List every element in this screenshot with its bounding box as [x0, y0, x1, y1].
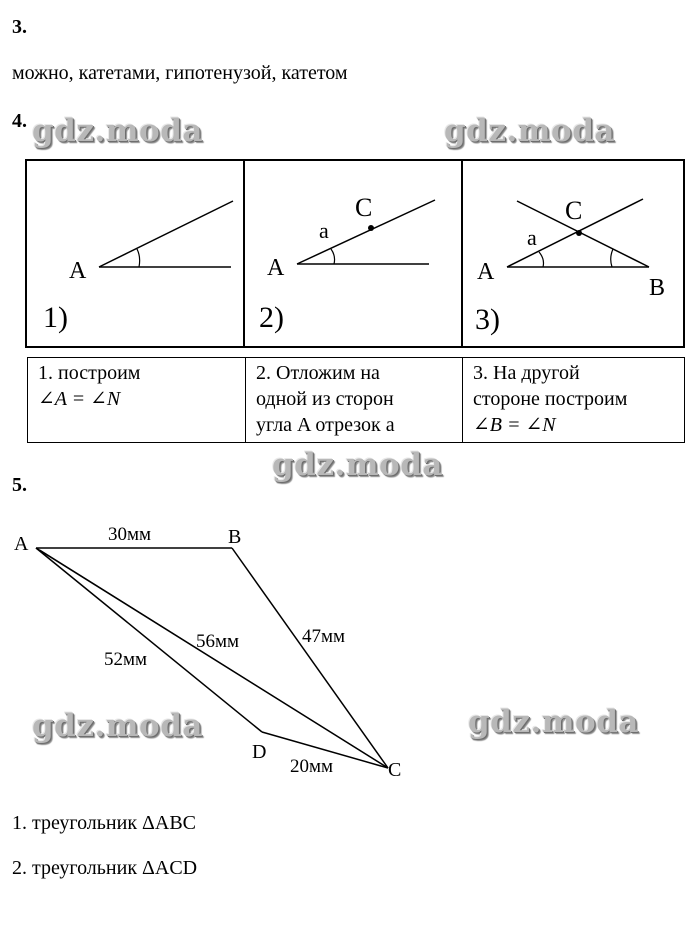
angle-diagram-2 — [245, 161, 461, 346]
vertex-a-label: A — [477, 259, 495, 285]
step-2-line3: угла A отрезок a — [256, 414, 395, 436]
segment-bc — [232, 548, 388, 768]
section-5-number: 5. — [12, 474, 27, 496]
answer-2: 2. треугольник ΔACD — [12, 857, 198, 879]
step-cell-2 — [245, 357, 463, 443]
watermark: gdz.moda — [32, 113, 203, 149]
vertex-a-label: A — [69, 258, 87, 284]
diagram-cell-2 — [243, 159, 463, 348]
watermark: gdz.moda — [468, 704, 639, 740]
length-ac-label: 56мм — [196, 631, 240, 652]
point-d-label: D — [252, 741, 267, 763]
vertex-b-label: B — [649, 275, 666, 301]
vertex-a-label: A — [267, 255, 285, 281]
watermark: gdz.moda — [32, 708, 203, 744]
point-a-label: A — [14, 533, 29, 555]
diagram-caption-2: 2) — [259, 301, 284, 334]
watermark: gdz.moda — [444, 113, 615, 149]
point-c-label: C — [388, 759, 402, 781]
length-ab-label: 30мм — [108, 524, 152, 545]
diagram-cell-1 — [25, 159, 245, 348]
segment-a-label: a — [527, 225, 537, 250]
point-c-label: C — [565, 196, 583, 225]
angle-diagram-1 — [27, 161, 243, 346]
answer-1: 1. треугольник ΔABC — [12, 812, 197, 834]
step-1-equation: ∠A = ∠N — [38, 388, 121, 410]
point-b-label: B — [228, 526, 242, 548]
diagram-caption-1: 1) — [43, 301, 68, 334]
step-3-line2: стороне построим — [473, 388, 628, 410]
length-bc-label: 47мм — [302, 626, 346, 647]
step-cell-1 — [27, 357, 246, 443]
step-1-text: 1. построим — [38, 362, 141, 384]
step-3-line1: 3. На другой — [473, 362, 580, 384]
section-3-number: 3. — [12, 16, 27, 38]
diagram-caption-3: 3) — [475, 303, 500, 336]
figure-5-diagram — [0, 510, 696, 790]
point-c-label: C — [355, 193, 373, 222]
section-4-number: 4. — [12, 110, 27, 132]
length-ad-label: 52мм — [104, 649, 148, 670]
triangle-diagram-3 — [463, 161, 683, 346]
step-2-line2: одной из сторон — [256, 388, 394, 410]
step-3-equation: ∠B = ∠N — [473, 414, 556, 436]
step-cell-3 — [462, 357, 685, 443]
step-2-line1: 2. Отложим на — [256, 362, 380, 384]
length-dc-label: 20мм — [290, 756, 334, 777]
section-3-answer: можно, катетами, гипотенузой, катетом — [12, 62, 348, 84]
diagram-cell-3 — [461, 159, 685, 348]
watermark: gdz.moda — [272, 447, 443, 483]
segment-a-label: a — [319, 218, 329, 243]
